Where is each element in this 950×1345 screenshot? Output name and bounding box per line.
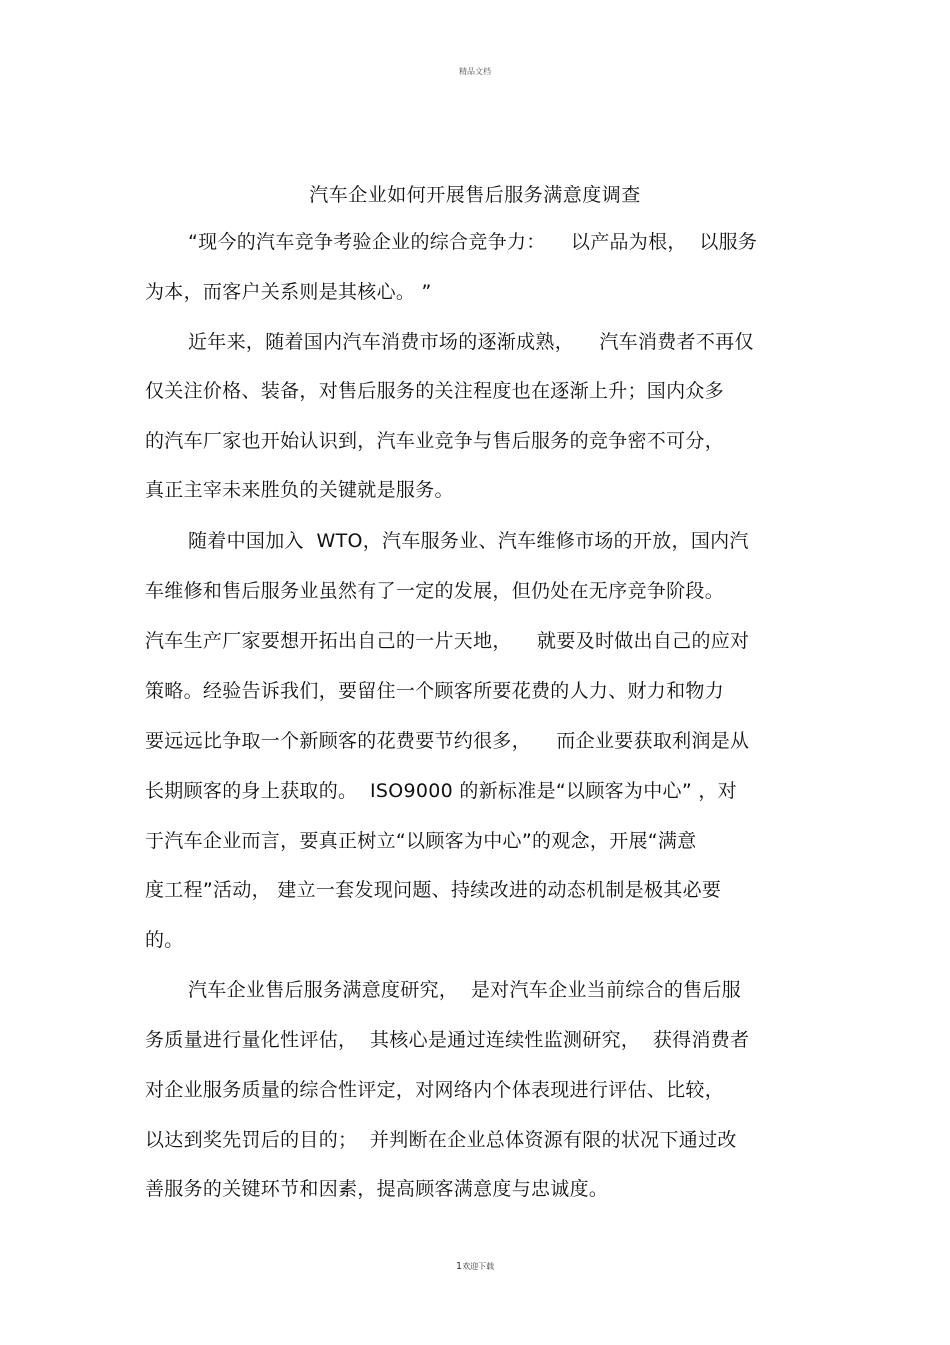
header-watermark: 精品文档	[459, 67, 491, 76]
page-number: 1	[455, 1261, 463, 1272]
paragraph-line: 的汽车厂家也开始认识到，汽车业竞争与售后服务的竞争密不可分，	[145, 430, 725, 452]
paragraph-line: 度工程”活动， 建立一套发现问题、持续改进的动态机制是极其必要	[145, 879, 722, 901]
paragraph-line: 汽车生产厂家要想开拓出自己的一片天地， 就要及时做出自己的应对	[145, 630, 750, 652]
paragraph-line: 为本，而客户关系则是其核心。 ”	[145, 281, 432, 303]
paragraph-line: 汽车企业售后服务满意度研究， 是对汽车企业当前综合的售后服	[188, 979, 742, 1001]
page-footer	[0, 1261, 950, 1272]
paragraph-line: 真正主宰未来胜负的关键就是服务。	[145, 479, 454, 501]
document-title: 汽车企业如何开展售后服务满意度调查	[309, 184, 641, 206]
paragraph-line: 善服务的关键环节和因素，提高顾客满意度与忠诚度。	[145, 1178, 609, 1200]
paragraph-line: “现今的汽车竞争考验企业的综合竞争力： 以产品为根， 以服务	[188, 231, 758, 253]
paragraph-line: 仅关注价格、装备，对售后服务的关注程度也在逐渐上升；国内众多	[145, 380, 725, 402]
paragraph-line: 的。	[145, 929, 184, 951]
paragraph-line: 随着中国加入 WTO，汽车服务业、汽车维修市场的开放，国内汽	[188, 530, 749, 552]
paragraph-line: 长期顾客的身上获取的。 ISO9000 的新标准是“以顾客为中心” ，对	[145, 780, 737, 802]
paragraph-line: 以达到奖先罚后的目的； 并判断在企业总体资源有限的状况下通过改	[145, 1129, 737, 1151]
paragraph-line: 车维修和售后服务业虽然有了一定的发展，但仍处在无序竞争阶段。	[145, 580, 725, 602]
paragraph-line: 务质量进行量化性评估， 其核心是通过连续性监测研究， 获得消费者	[145, 1029, 750, 1051]
paragraph-line: 近年来，随着国内汽车消费市场的逐渐成熟， 汽车消费者不再仅	[188, 331, 754, 353]
paragraph-line: 于汽车企业而言，要真正树立“以顾客为中心”的观念，开展“满意	[145, 830, 697, 852]
paragraph-line: 对企业服务质量的综合性评定，对网络内个体表现进行评估、比较，	[145, 1079, 725, 1101]
paragraph-line: 策略。经验告诉我们，要留住一个顾客所要花费的人力、财力和物力	[145, 680, 725, 702]
paragraph-line: 要远远比争取一个新顾客的花费要节约很多， 而企业要获取利润是从	[145, 730, 750, 752]
footer-watermark: 欢迎下载	[462, 1262, 495, 1271]
